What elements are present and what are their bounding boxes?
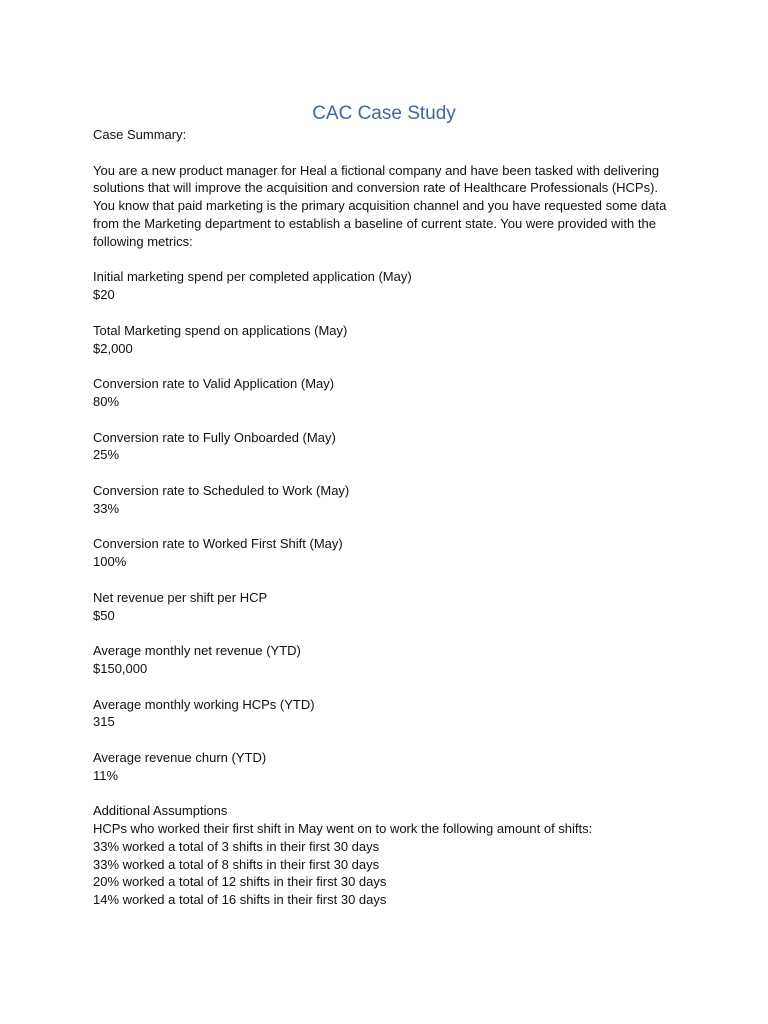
additional-assumptions-heading: Additional Assumptions: [93, 803, 228, 819]
metric-label: Conversion rate to Worked First Shift (May): [93, 536, 343, 552]
assumption-item: 33% worked a total of 3 shifts in their first 30 days: [93, 838, 380, 854]
metric-item: [93, 375, 673, 411]
metric-value: 315: [93, 714, 115, 730]
metric-item: [93, 322, 673, 358]
metric-label: Conversion rate to Fully Onboarded (May): [93, 429, 336, 445]
metric-label: Conversion rate to Scheduled to Work (May): [93, 482, 350, 498]
metric-value: 80%: [93, 393, 120, 409]
metric-item: [93, 642, 673, 678]
metric-value: $2,000: [93, 340, 133, 356]
document-body: [93, 126, 673, 909]
metric-label: Net revenue per shift per HCP: [93, 589, 268, 605]
metric-item: [93, 589, 673, 625]
assumption-item: 33% worked a total of 8 shifts in their first 30 days: [93, 856, 380, 872]
metric-value: 100%: [93, 554, 127, 570]
metric-label: Average monthly net revenue (YTD): [93, 643, 301, 659]
document-title: CAC Case Study: [312, 103, 456, 124]
spacer: [93, 411, 673, 429]
metric-value: $150,000: [93, 660, 148, 676]
spacer: [93, 251, 673, 269]
metric-label: Conversion rate to Valid Application (May): [93, 376, 335, 392]
metric-label: Average revenue churn (YTD): [93, 749, 267, 765]
spacer: [93, 464, 673, 482]
spacer: [93, 731, 673, 749]
assumptions-list: [93, 838, 673, 909]
metric-item: [93, 535, 673, 571]
metric-value: $20: [93, 287, 115, 303]
metric-item: [93, 749, 673, 785]
metric-label: Total Marketing spend on applications (May): [93, 322, 348, 338]
spacer: [93, 357, 673, 375]
metric-item: [93, 696, 673, 732]
case-summary-label: Case Summary:: [93, 127, 187, 142]
metric-value: 11%: [93, 767, 119, 783]
spacer: [93, 784, 673, 802]
metric-item: [93, 429, 673, 465]
case-summary-text: You are a new product manager for Heal a fictional company and have been tasked with delivering solutions that will improve the acquisition and conversion rate of Healthcare Professionals (HCPs). You know that paid marketing is the primary acquisition channel and you have requested some data from the Marketing department to establish a baseline of current state. You were provided with the following metrics:: [93, 162, 667, 249]
assumption-item: 20% worked a total of 12 shifts in their first 30 days: [93, 874, 387, 890]
assumptions-intro: HCPs who worked their first shift in May went on to work the following amount of shifts:: [93, 821, 593, 837]
metric-value: $50: [93, 607, 115, 623]
assumption-item: 14% worked a total of 16 shifts in their first 30 days: [93, 892, 387, 908]
metric-label: Initial marketing spend per completed application (May): [93, 269, 412, 285]
spacer: [93, 144, 673, 162]
metric-item: [93, 482, 673, 518]
spacer: [93, 624, 673, 642]
metric-item: [93, 268, 673, 304]
spacer: [93, 571, 673, 589]
spacer: [93, 518, 673, 536]
metric-value: 33%: [93, 500, 120, 516]
metric-value: 25%: [93, 447, 120, 463]
spacer: [93, 304, 673, 322]
spacer: [93, 678, 673, 696]
metric-label: Average monthly working HCPs (YTD): [93, 696, 315, 712]
